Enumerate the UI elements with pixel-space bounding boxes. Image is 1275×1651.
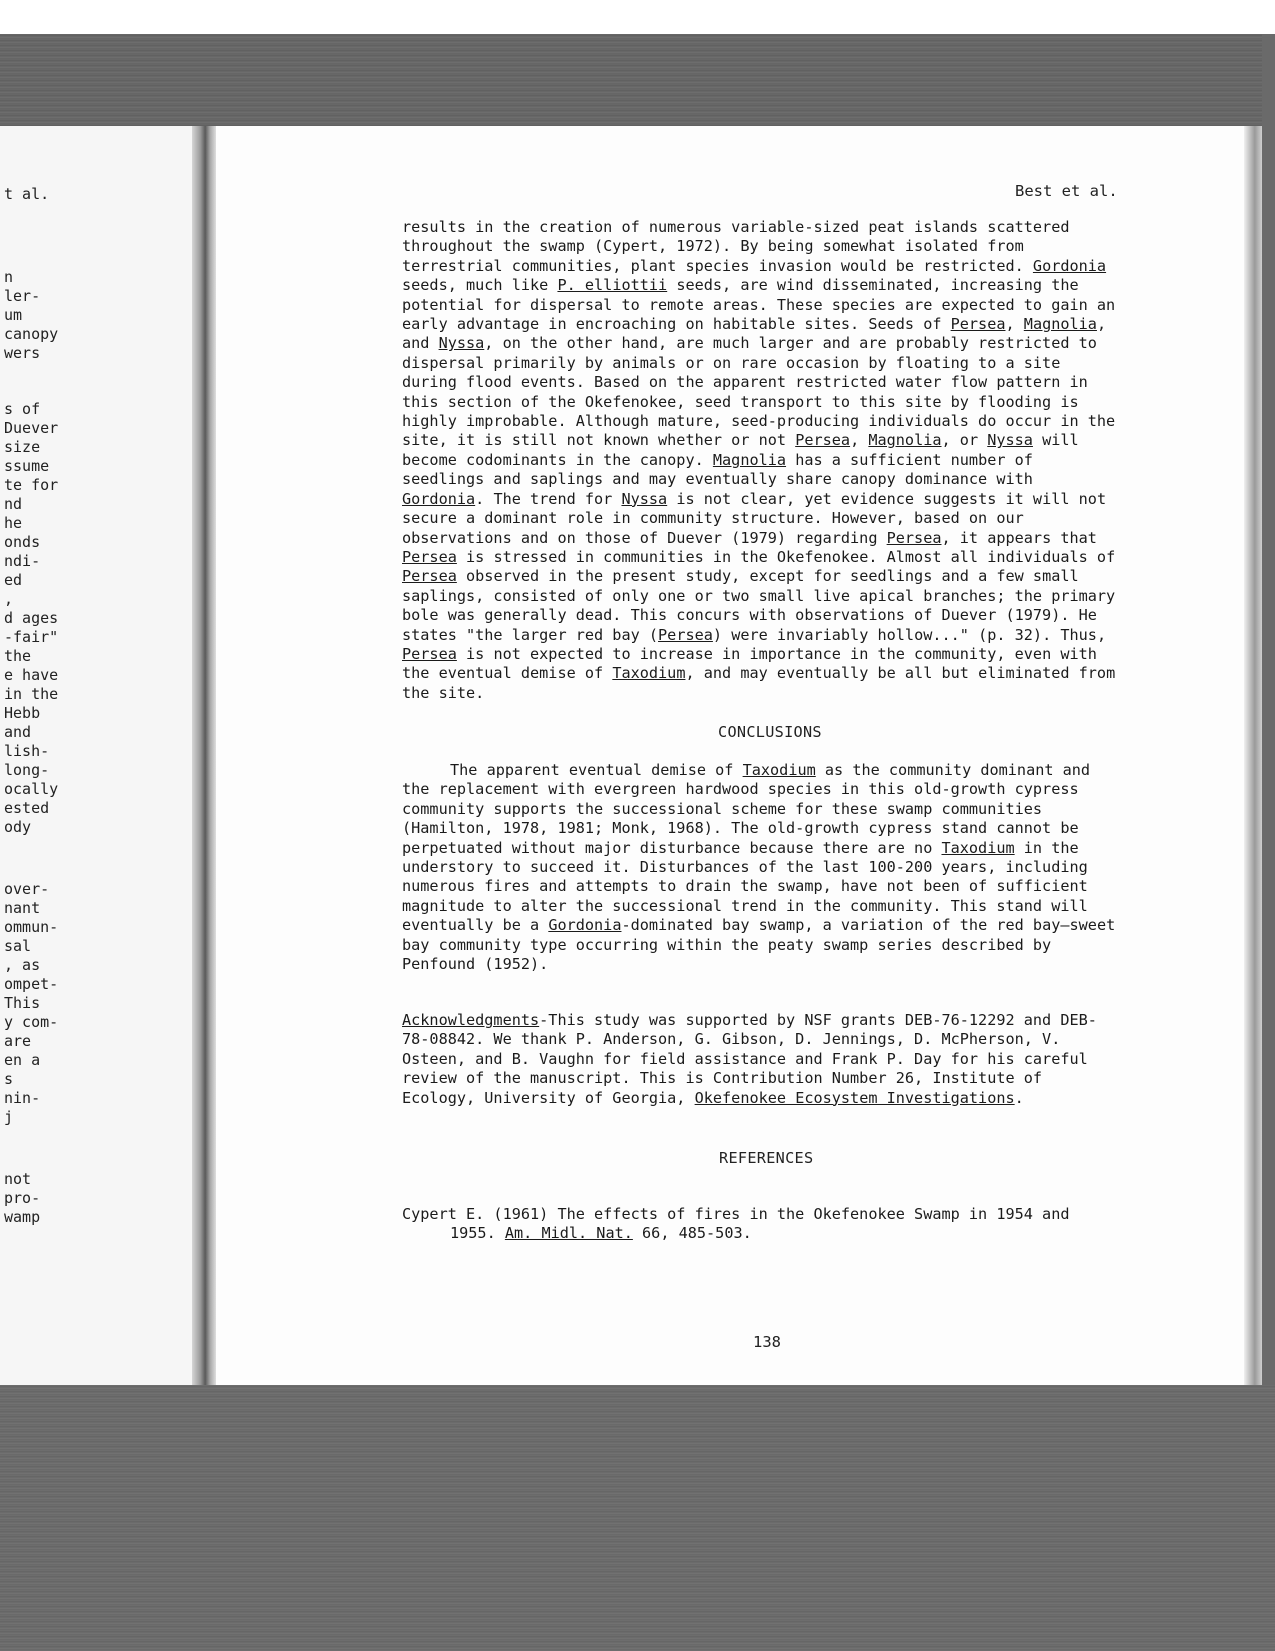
text-run: has a sufficient number of seedlings and saplings and may eventually share canopy dominance with [402, 450, 1033, 489]
text-run: observed in the present study, except for seedlings and a few small saplings, consisted of only one or two small live apical branches; the primary bole was generally dead. This concurs with observations of Duever (1979). He states "the larger red bay ( [402, 567, 1116, 644]
left-page-line: not [4, 1170, 32, 1188]
acknowledgments-paragraph [402, 1011, 1122, 1108]
left-page-line: -fair" [4, 628, 59, 646]
text-run: will become codominants in the canopy. [402, 431, 1079, 469]
text-run: results in the creation of numerous variable-sized peat islands scattered throughout the swamp (Cypert, 1972). By being somewhat isolated from terrestrial communities, plant species invasion would be restricted. [402, 218, 1070, 275]
underlined-term: Persea [795, 431, 851, 450]
underlined-term: Persea [886, 528, 942, 547]
text-run: , or [941, 431, 988, 450]
left-page-line: onds [4, 533, 41, 551]
text-run: is not expected to increase in importance in the community, even with the eventual demise of [402, 644, 1097, 683]
left-page-line: j [4, 1108, 14, 1126]
underlined-term: Persea [402, 644, 457, 663]
left-page-line: ed [4, 571, 23, 589]
left-page-line: nant [4, 899, 41, 917]
body-paragraph-1 [402, 218, 1122, 703]
underlined-term: Persea [658, 625, 713, 644]
text-run: seeds, are wind disseminated, increasing the potential for dispersal to remote areas. These species are expected to gain an early advantage in encroaching on habitable sites. Seeds of [402, 276, 1116, 334]
underlined-term: Gordonia [402, 489, 476, 508]
left-page-line: ocally [4, 780, 59, 798]
left-page-line: are [4, 1032, 32, 1050]
text-run: as the community dominant and the replacement with evergreen hardwood species in this old-growth cypress community supports the successional scheme for these swamp communities (Hamilton, 1978, 1981; Monk, 1968). The old-growth cypress stand cannot be perpetuated without major disturbance because there are no [402, 761, 1091, 857]
text-run: , and may eventually be all but eliminated from the site. [402, 664, 1116, 702]
conclusions-heading: CONCLUSIONS [718, 723, 822, 741]
left-page-line: n [4, 268, 14, 286]
left-page-line: Hebb [4, 704, 41, 722]
underlined-term: Gordonia [548, 916, 622, 935]
left-page-line: wamp [4, 1208, 41, 1226]
text-run: The apparent eventual demise of [450, 761, 743, 779]
underlined-term: Magnolia [712, 450, 787, 469]
left-page-line: This [4, 994, 41, 1012]
left-page-line: in the [4, 685, 59, 703]
text-run: , [1005, 315, 1024, 334]
underlined-term: Taxodium [742, 761, 816, 779]
left-page-line: pro- [4, 1189, 41, 1207]
left-page-line: nd [4, 495, 23, 513]
left-page-line: he [4, 514, 23, 532]
paragraph-text [402, 218, 1122, 703]
text-run: -This study was supported by NSF grants DEB-76-12292 and DEB-78-08842. We thank P. Anderson, G. Gibson, D. Jennings, D. McPherson, V. Osteen, and B. Vaughn for field assistance and Frank P. Day for his careful review of the manuscript. This is Contribution Number 26, Institute of Ecology, University of Georgia, [402, 1011, 1097, 1107]
book-gutter [192, 126, 216, 1385]
running-head: Best et al. [1015, 182, 1118, 200]
reference-line-1: Cypert E. (1961) The effects of fires in the Okefenokee Swamp in 1954 and [402, 1205, 1070, 1223]
text-run: is stressed in communities in the Okefenokee. Almost all individuals of [456, 547, 1116, 566]
left-page-line: e have [4, 666, 59, 684]
reference-line-2 [402, 1224, 1122, 1243]
text-run: , [850, 431, 869, 450]
text-run: in the understory to succeed it. Disturbances of the last 100-200 years, including numerous fires and attempts to drain the swamp, have not been of sufficient magnitude to alter the successional trend in the community. This stand will eventually be a [402, 838, 1088, 935]
left-page-line: ssume [4, 457, 50, 475]
left-page-line: lish- [4, 742, 50, 760]
left-page-line: ompet- [4, 975, 59, 993]
underlined-term: Am. Midl. Nat. [504, 1224, 633, 1243]
left-page-line: s of [4, 400, 41, 418]
left-page-line: te for [4, 476, 59, 494]
left-page-line: en a [4, 1051, 41, 1069]
left-page-line: ody [4, 818, 32, 836]
text-run: is not clear, yet evidence suggests it will not secure a dominant role in community structure. However, based on our observations and on those of Duever (1979) regarding [402, 489, 1107, 547]
left-page-line: the [4, 647, 32, 665]
left-page-line: nin- [4, 1089, 41, 1107]
left-page-line: sal [4, 937, 32, 955]
text-run: , and [402, 315, 1107, 353]
left-page-line: ommun- [4, 918, 59, 936]
page-number: 138 [753, 1333, 781, 1351]
left-page-line: um [4, 306, 23, 324]
left-page-line: d ages [4, 609, 59, 627]
underlined-term: Persea [402, 547, 457, 566]
text-run: . The trend for [475, 489, 622, 508]
underlined-term: Nyssa [621, 489, 668, 508]
underlined-term: Okefenokee Ecosystem Investigations [694, 1088, 1015, 1107]
underlined-term: Taxodium [612, 664, 686, 683]
left-page-line: over- [4, 880, 50, 898]
left-page-line: s [4, 1070, 14, 1088]
left-page-line: wers [4, 344, 41, 362]
left-page-line: ested [4, 799, 50, 817]
paragraph-text [402, 761, 1122, 974]
paragraph-text [402, 1011, 1122, 1108]
left-page-line: ler- [4, 287, 41, 305]
text-run: , on the other hand, are much larger and are probably restricted to dispersal primarily by animals or on rare occasion by floating to a site during flood events. Based on the apparent restricted water flow pattern in this section of the Okefenokee, seed transport to this site by flooding is highly improbable. Although mature, seed-producing individuals do occur in the site, it is still not known whether or not [402, 334, 1116, 450]
left-page-line: Duever [4, 419, 59, 437]
left-page-line: , [4, 590, 14, 608]
underlined-term: Gordonia [1032, 256, 1107, 275]
left-page-line: size [4, 438, 41, 456]
text-run: ) were invariably hollow..." (p. 32). Thus, [712, 625, 1107, 644]
text-run: , it appears that [941, 528, 1097, 547]
underlined-term: Nyssa [438, 334, 485, 353]
underlined-term: Taxodium [941, 838, 1015, 857]
left-page-line: and [4, 723, 32, 741]
reference-entry [402, 1205, 1122, 1244]
left-page-line: ndi- [4, 552, 41, 570]
underlined-term: Magnolia [1023, 315, 1097, 334]
underlined-term: Nyssa [987, 431, 1033, 450]
text-run: 66, 485-503. [632, 1224, 752, 1243]
underlined-term: Acknowledgments [402, 1011, 540, 1029]
left-page-line: , as [4, 956, 41, 974]
scan-top-shadow [0, 34, 1275, 126]
text-run: -dominated bay swamp, a variation of the red bay—sweet bay community type occurring within the peaty swamp series described by Penfound (1952). [402, 916, 1116, 974]
text-run: 1955. [450, 1224, 505, 1243]
scan-bottom-shadow [0, 1385, 1275, 1651]
right-page-edge [1244, 126, 1262, 1385]
underlined-term: Magnolia [868, 431, 942, 450]
text-run: seeds, much like [402, 276, 558, 295]
text-run: . [1014, 1088, 1024, 1107]
underlined-term: Persea [402, 567, 457, 586]
body-paragraph-2 [402, 761, 1122, 974]
left-page-line: y com- [4, 1013, 59, 1031]
underlined-term: P. elliottii [557, 276, 668, 295]
left-page-line: canopy [4, 325, 59, 343]
left-page-line: long- [4, 761, 50, 779]
left-page-line: t al. [4, 185, 50, 203]
references-heading: REFERENCES [719, 1149, 814, 1167]
underlined-term: Persea [950, 315, 1006, 334]
